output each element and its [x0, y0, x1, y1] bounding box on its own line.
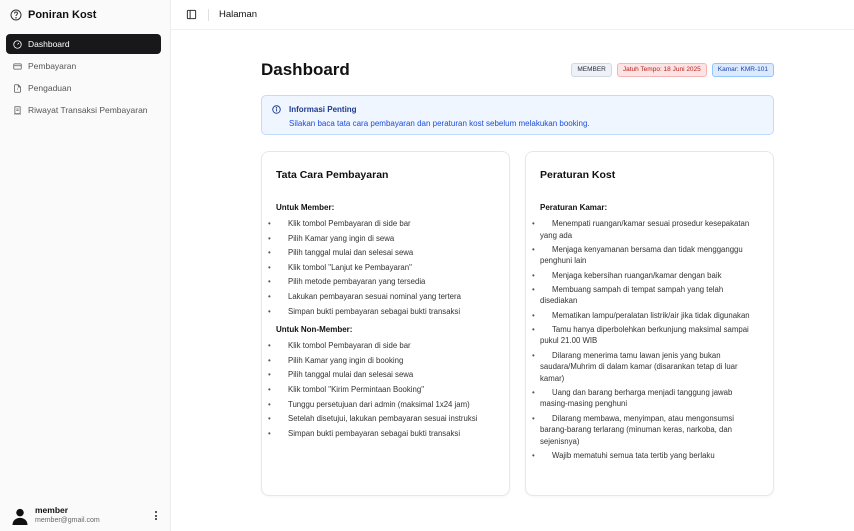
- alert-title: Informasi Penting: [289, 105, 357, 114]
- list-item: • Dilarang menerima tamu lawan jenis yang bukan saudara/Muhrim di dalam kamar (disarankan tetap di luar kamar): [540, 350, 761, 385]
- section-title-nonmember: Untuk Non-Member:: [276, 325, 353, 335]
- member-steps-list: [276, 218, 497, 317]
- due-date-badge: Jatuh Tempo: 18 Juni 2025: [617, 63, 707, 77]
- list-item: • Klik tombol "Kirim Permintaan Booking": [276, 384, 497, 395]
- member-badge: MEMBER: [571, 63, 612, 77]
- list-item: • Uang dan barang berharga menjadi tanggung jawab masing-masing penghuni: [540, 387, 761, 410]
- list-item: • Pilih Kamar yang ingin di sewa: [276, 233, 497, 244]
- sidebar-item-dashboard[interactable]: [6, 34, 161, 54]
- user-name: member: [35, 505, 69, 515]
- page-title: Dashboard: [261, 60, 350, 79]
- section-title-rules: Peraturan Kamar:: [540, 203, 608, 212]
- top-header: [171, 0, 854, 30]
- info-icon: [272, 105, 281, 114]
- user-profile[interactable]: [11, 505, 161, 526]
- sidebar-item-riwayat[interactable]: [6, 100, 161, 120]
- list-item: • Menjaga kenyamanan bersama dan tidak mengganggu penghuni lain: [540, 244, 761, 267]
- list-item: • Setelah disetujui, lakukan pembayaran sesuai instruksi: [276, 413, 497, 424]
- sidebar-toggle-icon[interactable]: [186, 9, 197, 20]
- list-item: • Dilarang membawa, menyimpan, atau mengonsumsi barang-barang terlarang (minuman keras, narkoba, dan sejenisnya): [540, 413, 761, 448]
- sidebar-item-label: Pembayaran: [28, 61, 77, 71]
- breadcrumb: Halaman: [219, 9, 258, 20]
- sidebar-item-label: Dashboard: [28, 39, 70, 49]
- file-alert-icon: [13, 84, 22, 93]
- card-title: Tata Cara Pembayaran: [276, 169, 389, 181]
- rules-card: [525, 151, 774, 496]
- list-item: • Pilih metode pembayaran yang tersedia: [276, 276, 497, 287]
- card-title: Peraturan Kost: [540, 169, 616, 181]
- gauge-icon: [13, 40, 22, 49]
- list-item: • Klik tombol Pembayaran di side bar: [276, 340, 497, 351]
- sidebar: [0, 0, 171, 531]
- list-item: • Tamu hanya diperbolehkan berkunjung maksimal sampai pukul 21.00 WIB: [540, 324, 761, 347]
- nonmember-steps-list: [276, 340, 497, 439]
- sidebar-nav: [6, 34, 161, 122]
- avatar: [11, 507, 29, 525]
- list-item: • Pilih tanggal mulai dan selesai sewa: [276, 247, 497, 258]
- user-email: member@gmail.com: [35, 517, 100, 524]
- payment-guide-card: [261, 151, 510, 496]
- logo-icon: [10, 9, 22, 21]
- section-title-member: Untuk Member:: [276, 203, 335, 212]
- rules-list: [540, 218, 761, 462]
- list-item: • Tunggu persetujuan dari admin (maksimal 1x24 jam): [276, 399, 497, 410]
- list-item: • Lakukan pembayaran sesuai nominal yang tertera: [276, 291, 497, 302]
- sidebar-item-label: Riwayat Transaksi Pembayaran: [28, 105, 148, 115]
- list-item: • Klik tombol Pembayaran di side bar: [276, 218, 497, 229]
- list-item: • Pilih tanggal mulai dan selesai sewa: [276, 369, 497, 380]
- list-item: • Wajib mematuhi semua tata tertib yang berlaku: [540, 450, 761, 462]
- receipt-icon: [13, 106, 22, 115]
- list-item: • Mematikan lampu/peralatan listrik/air jika tidak digunakan: [540, 310, 761, 322]
- list-item: • Menempati ruangan/kamar sesuai prosedur kesepakatan yang ada: [540, 218, 761, 241]
- list-item: • Simpan bukti pembayaran sebagai bukti transaksi: [276, 428, 497, 439]
- brand[interactable]: [10, 9, 96, 21]
- status-badges: [571, 63, 774, 77]
- sidebar-item-pengaduan[interactable]: [6, 78, 161, 98]
- room-badge: Kamar: KMR-101: [712, 63, 774, 77]
- sidebar-item-label: Pengaduan: [28, 83, 72, 93]
- info-alert: [261, 95, 774, 135]
- app-title: Poniran Kost: [28, 9, 97, 21]
- list-item: • Menjaga kebersihan ruangan/kamar dengan baik: [540, 270, 761, 282]
- alert-text: Silakan baca tata cara pembayaran dan peraturan kost sebelum melakukan booking.: [289, 119, 590, 128]
- sidebar-item-pembayaran[interactable]: [6, 56, 161, 76]
- credit-card-icon: [13, 62, 22, 71]
- list-item: • Pilih Kamar yang ingin di booking: [276, 355, 497, 366]
- list-item: • Klik tombol "Lanjut ke Pembayaran": [276, 262, 497, 273]
- list-item: • Simpan bukti pembayaran sebagai bukti transaksi: [276, 306, 497, 317]
- list-item: • Membuang sampah di tempat sampah yang telah disediakan: [540, 284, 761, 307]
- more-vertical-icon[interactable]: [151, 509, 161, 523]
- header-divider: [208, 9, 209, 21]
